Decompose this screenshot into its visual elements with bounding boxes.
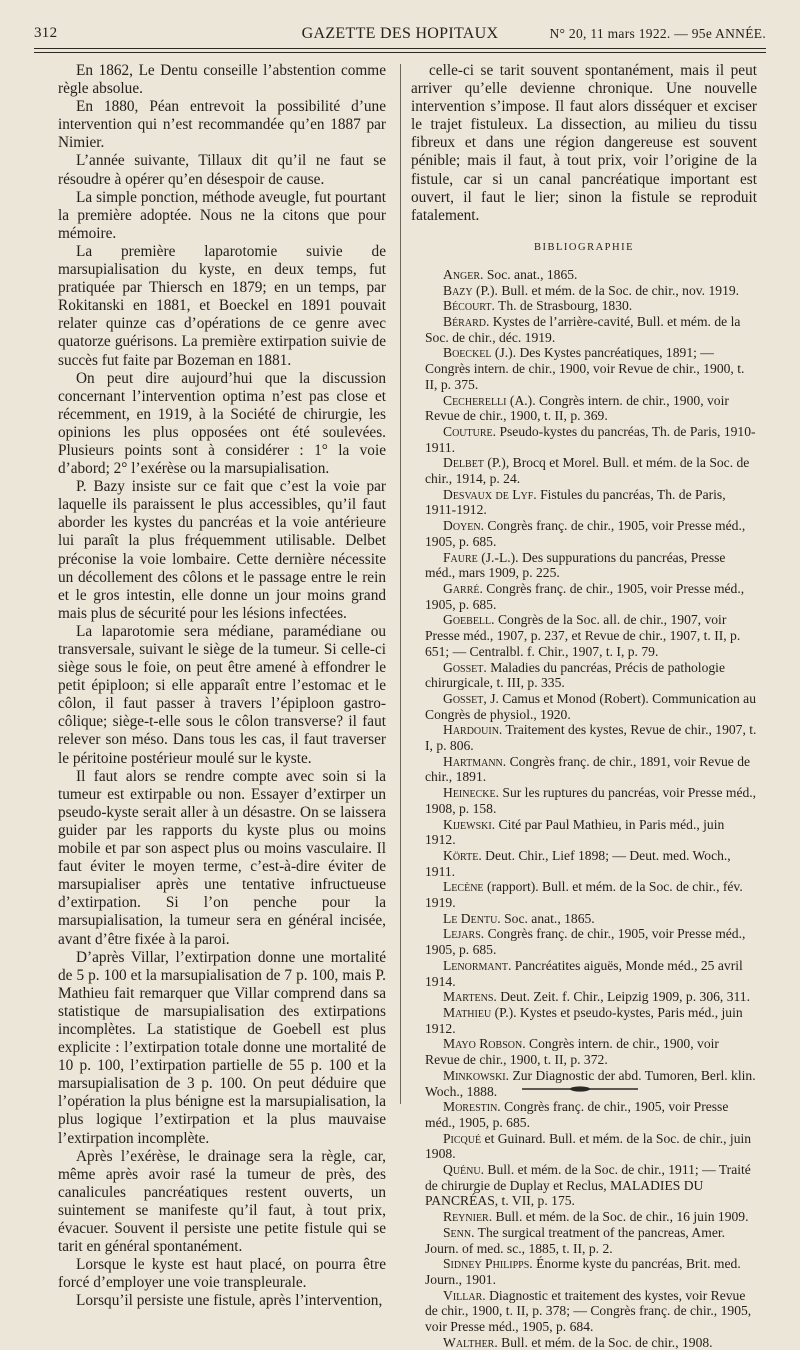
reference-author: Morestin. [443, 1099, 501, 1115]
reference-text: Congrès franç. de chir., 1891, voir Revue de chir., 1891. [425, 753, 751, 785]
reference-author: Lenormant. [443, 957, 512, 973]
reference-author: Faure [443, 549, 478, 565]
reference-author: Martens. [443, 989, 497, 1005]
reference-author: Doyen. [443, 518, 484, 534]
bibliography-entry [411, 1288, 757, 1335]
bibliography-entry [411, 879, 757, 910]
bibliography-entry [411, 911, 757, 927]
reference-author: Hartmann. [443, 753, 507, 769]
paragraph: D’après Villar, l’extirpation donne une mortalité de 5 p. 100 et la marsupialisation de 7 p. 100, mais P. Mathieu fait remarquer que Villar comprend dans sa statistique de marsupialisation des extirpations incomplètes. La statistique de Goebell est plus explicite : l’extirpation totale donne une mortalité de 10 p. 100, l’extirpation partielle de 55 p. 100 et la marsupialisation de 3 p. 100. On peut déduire que l’opération la plus bénigne est la marsupialisation, la plus logique l’extirpation et la plus mauvaise l’extirpation incomplète. [58, 948, 386, 1147]
bibliography-entry [411, 722, 757, 753]
reference-author: Desvaux de Lyf. [443, 486, 537, 502]
bibliography-list [411, 267, 757, 1350]
reference-author: Bécourt. [443, 298, 495, 314]
bibliography-entry [411, 660, 757, 691]
reference-author: Goebell. [443, 612, 495, 628]
reference-author: Gosset, [443, 690, 487, 706]
bibliography-entry [411, 345, 757, 392]
bibliography-entry [411, 1256, 757, 1287]
reference-text: Congrès franç. de chir., 1905, voir Presse méd., 1905, p. 685. [425, 1099, 729, 1130]
reference-author: Lecène [443, 879, 484, 895]
journal-title: GAZETTE DES HOPITAUX [301, 25, 499, 42]
reference-author: Le Dentu. [443, 910, 501, 926]
reference-text: Cité par Paul Mathieu, in Paris méd., juin 1912. [425, 816, 725, 848]
reference-author: Cecherelli [443, 392, 507, 408]
reference-author: Minkowski. [443, 1067, 510, 1083]
reference-text: Soc. anat., 1865. [504, 910, 595, 926]
bibliography-entry [411, 455, 757, 486]
reference-author: Delbet [443, 455, 484, 471]
running-header [34, 22, 766, 46]
left-column [58, 62, 386, 1310]
bibliography-entry [411, 1162, 757, 1209]
bibliography-entry [411, 298, 757, 314]
bibliography-entry [411, 283, 757, 299]
reference-text: (P.). Kystes et pseudo-kystes, Paris méd., juin 1912. [425, 1004, 743, 1036]
reference-author: Hardouin. [443, 722, 503, 738]
end-ornament [520, 1086, 640, 1092]
bibliography-heading: BIBLIOGRAPHIE [534, 241, 634, 253]
reference-text: Traitement des kystes, Revue de chir., 1907, t. I, p. 806. [425, 722, 757, 754]
reference-text: (J.). Des Kystes pancréatiques, 1891; — Congrès intern. de chir., 1900, voir Revue de chir., 1900, t. II, p. 375. [425, 345, 745, 392]
reference-author: Lejars. [443, 926, 485, 942]
paragraph: La première laparotomie suivie de marsupialisation du kyste, en deux temps, fut pratiquée par Thiersch en 1879; en un temps, par Rokitanski en 1881, et Boeckel en 1891 pouvait relater quinze cas d’opérations de ce genre avec quatorze guérisons. La première extirpation suivie de succès fut faite par Bozeman en 1881. [58, 242, 386, 369]
bibliography-entry [411, 989, 757, 1005]
bibliography-entry [411, 393, 757, 424]
reference-author: Kijewski. [443, 816, 496, 832]
reference-author: Sidney Philipps. [443, 1256, 533, 1272]
bibliography-entry [411, 518, 757, 549]
reference-author: Bazy [443, 282, 473, 298]
bibliography-entry [411, 1005, 757, 1036]
reference-author: Körte. [443, 847, 482, 863]
reference-author: Senn. [443, 1224, 475, 1240]
bibliography-entry [411, 848, 757, 879]
bibliography-entry [411, 1225, 757, 1256]
right-column [411, 62, 757, 1350]
bibliography-entry [411, 926, 757, 957]
reference-text: Énorme kyste du pancréas, Brit. med. Journ., 1901. [425, 1256, 741, 1287]
header-rule-thick [34, 48, 766, 49]
paragraph: On peut dire aujourd’hui que la discussion concernant l’intervention optima n’est pas close et récemment, en 1919, à la Société de chirurgie, les opinions les plus opposées ont été soulevées. Plusieurs points sont à considérer : 1° la voie d’abord; 2° l’exérèse ou la marsupialisation. [58, 369, 386, 478]
paragraph: Lorsque le kyste est haut placé, on pourra être forcé d’employer une voie transpleurale. [58, 1256, 386, 1292]
reference-author: Reynier. [443, 1209, 493, 1225]
reference-text: Congrès de la Soc. all. de chir., 1907, voir Presse méd., 1907, p. 237, et Revue de chir., 1907, t. II, p. 651; — Centralbl. f. Chir., 1907, t. I, p. 79. [425, 612, 741, 659]
reference-text: Congrès intern. de chir., 1900, voir Revue de chir., 1900, t. II, p. 372. [425, 1036, 719, 1068]
reference-text: Bull. et mém. de la Soc. de chir., 16 juin 1909. [495, 1209, 749, 1225]
bibliography-entry [411, 785, 757, 816]
reference-text: (rapport). Bull. et mém. de la Soc. de chir., fév. 1919. [425, 879, 743, 911]
reference-text: Diagnostic et traitement des kystes, voir Revue de chir., 1900, t. II, p. 378; — Congrès franç. de chir., 1905, voir Presse méd., 1905, p. 684. [425, 1287, 752, 1335]
bibliography-entry [411, 487, 757, 518]
paragraph: La laparotomie sera médiane, paramédiane ou transversale, suivant le siège de la tumeur. Si celle-ci siège sous le foie, on peut être amené à effondrer le petit épiploon; si elle apparaît entre l’estomac et le côlon, il faut passer à travers l’épiploon gastro-côlique; siège-t-elle sous le côlon transverse? il faut relever son méso. Dans tous les cas, il faut traverser le péritoine postérieur moulé sur le kyste. [58, 622, 386, 767]
header-rule-thin [34, 52, 766, 53]
reference-text: Pseudo-kystes du pancréas, Th. de Paris, 1910-1911. [425, 423, 756, 455]
reference-text: Pancréatites aiguës, Monde méd., 25 avril 1914. [425, 957, 743, 989]
page-number: 312 [34, 25, 58, 41]
issue-info: N° 20, 11 mars 1922. — 95e ANNÉE. [549, 26, 766, 41]
paragraph: Lorsqu’il persiste une fistule, après l’intervention, [76, 1292, 383, 1310]
reference-author: Couture. [443, 423, 497, 439]
paragraph: La simple ponction, méthode aveugle, fut pourtant la première adoptée. Nous ne la citons que pour mémoire. [58, 188, 386, 242]
bibliography-entry [411, 691, 757, 722]
reference-author: Mayo Robson. [443, 1036, 526, 1052]
paragraph: L’année suivante, Tillaux dit qu’il ne faut se résoudre à opérer qu’en désespoir de cause. [58, 152, 386, 188]
reference-author: Walther. [443, 1334, 498, 1350]
bibliography-entry [411, 1068, 757, 1099]
reference-author: Picqué [443, 1130, 482, 1146]
reference-author: Mathieu [443, 1004, 492, 1020]
reference-text: The surgical treatment of the pancreas, Amer. Journ. of med. sc., 1885, t. II, p. 2. [425, 1224, 726, 1256]
bibliography-entry [411, 550, 757, 581]
paragraph: En 1862, Le Dentu conseille l’abstention comme règle absolue. [58, 62, 386, 98]
reference-text: Kystes de l’arrière-cavité, Bull. et mém. de la Soc. de chir., déc. 1919. [425, 314, 741, 345]
reference-text: Bull. et mém. de la Soc. de chir., 1908. [501, 1334, 713, 1350]
bibliography-entry [411, 754, 757, 785]
reference-author: Garré. [443, 581, 483, 596]
bibliography-entry [411, 1209, 757, 1225]
reference-text: Fistules du pancréas, Th. de Paris, 1911-1912. [425, 486, 726, 518]
reference-author: Quénu. [443, 1162, 484, 1178]
bibliography-entry [411, 1335, 757, 1350]
bibliography-entry [411, 1099, 757, 1130]
bibliography-entry [411, 581, 757, 612]
bibliography-entry [411, 612, 757, 659]
reference-text: Zur Diagnostic der abd. Tumoren, Berl. klin. Woch., 1888. [425, 1067, 756, 1099]
reference-text: Congrès franç. de chir., 1905, voir Presse méd., 1905, p. 685. [425, 581, 745, 612]
bibliography-entry [411, 1131, 757, 1162]
reference-text: (P.), Brocq et Morel. Bull. et mém. de la Soc. de chir., 1914, p. 24. [425, 455, 750, 487]
bibliography-entry [411, 267, 757, 283]
reference-author: Anger. [443, 266, 484, 282]
reference-text: Th. de Strasbourg, 1830. [498, 298, 633, 314]
bibliography-entry [411, 314, 757, 345]
reference-text: Soc. anat., 1865. [486, 266, 578, 282]
paragraph: P. Bazy insiste sur ce fait que c’est la voie par laquelle ils paraissent le plus accessibles, qu’il faut aborder les kystes du pancréas et la voie antérieure lui paraît la plus fréquemment utilisable. Delbet préconise la voie lombaire. Cette dernière nécessite un décollement des côlons et le passage entre le rein et le gros intestin, elle donne un jour moins grand mais plus de sécurité pour les lésions infectées. [58, 478, 386, 622]
reference-text: Bull. et mém. de la Soc. de chir., 1911; — Traité de chirurgie de Duplay et Reclus, MALADIES DU PANCRÉAS, t. VII, p. 175. [425, 1162, 751, 1209]
column-divider [400, 64, 401, 1104]
reference-author: Gosset. [443, 659, 487, 675]
bibliography-entry [411, 958, 757, 989]
reference-text: Congrès franç. de chir., 1905, voir Presse méd., 1905, p. 685. [425, 926, 746, 958]
reference-author: Bérard. [443, 314, 490, 330]
reference-text: J. Camus et Monod (Robert). Communication au Congrès de physiol., 1920. [425, 690, 756, 722]
reference-text: (P.). Bull. et mém. de la Soc. de chir., nov. 1919. [476, 282, 740, 298]
reference-text: Sur les ruptures du pancréas, voir Presse méd., 1908, p. 158. [425, 785, 757, 816]
reference-text: Deut. Zeit. f. Chir., Leipzig 1909, p. 306, 311. [500, 989, 750, 1005]
reference-text: Congrès franç. de chir., 1905, voir Presse méd., 1905, p. 685. [425, 518, 746, 549]
paragraph: En 1880, Péan entrevoit la possibilité d’une intervention qui n’est recommandée qu’en 1887 par Nimier. [58, 98, 386, 152]
paragraph: celle-ci se tarit souvent spontanément, mais il peut arriver qu’elle devienne chronique. Une nouvelle intervention s’impose. Il faut alors disséquer et exciser le trajet fistuleux. La dissection, au milieu du tissu fibreux et dans une région dangereuse est souvent pénible; mais il faut, à tout prix, voir l’origine de la fistule, car si un canal pancréatique important est ouvert, il faut le lier; sinon la fistule se reproduit fatalement. [411, 62, 757, 224]
reference-author: Villar. [443, 1287, 486, 1303]
bibliography-entry [411, 1036, 757, 1067]
reference-text: (A.). Congrès intern. de chir., 1900, voir Revue de chir., 1900, t. II, p. 369. [425, 392, 729, 424]
paragraph: Il faut alors se rendre compte avec soin si la tumeur est extirpable ou non. Essayer d’extirper un pseudo-kyste serait aller à un désastre. On se laissera guider par les rapports du kyste plus ou moins mobile et par son aspect plus ou moins vasculaire. Il faut éviter le moyen terme, c’est-à-dire éviter de marsupialiser après une tentative infructueuse d’extirpation. Si l’on penche pour la marsupialisation, la tumeur sera en général incisée, avant d’être fixée à la paroi. [58, 767, 386, 948]
reference-text: Deut. Chir., Lief 1898; — Deut. med. Woch., 1911. [425, 847, 731, 879]
reference-text: Maladies du pancréas, Précis de pathologie chirurgicale, t. III, p. 335. [425, 659, 725, 691]
bibliography-entry [411, 424, 757, 455]
reference-text: (J.-L.). Des suppurations du pancréas, Presse méd., mars 1909, p. 225. [425, 549, 726, 581]
bibliography-entry [411, 817, 757, 848]
reference-text: et Guinard. Bull. et mém. de la Soc. de chir., juin 1908. [425, 1130, 752, 1162]
reference-author: Boeckel [443, 345, 492, 361]
reference-author: Heinecke. [443, 785, 499, 801]
paragraph: Après l’exérèse, le drainage sera la règle, car, même après avoir rasé la tumeur de près, des canalicules pancréatiques restent ouverts, un suintement se manifeste qu’il faut, à tout prix, évacuer. Souvent il persiste une petite fistule qui se tarit en général spontanément. [58, 1147, 386, 1256]
